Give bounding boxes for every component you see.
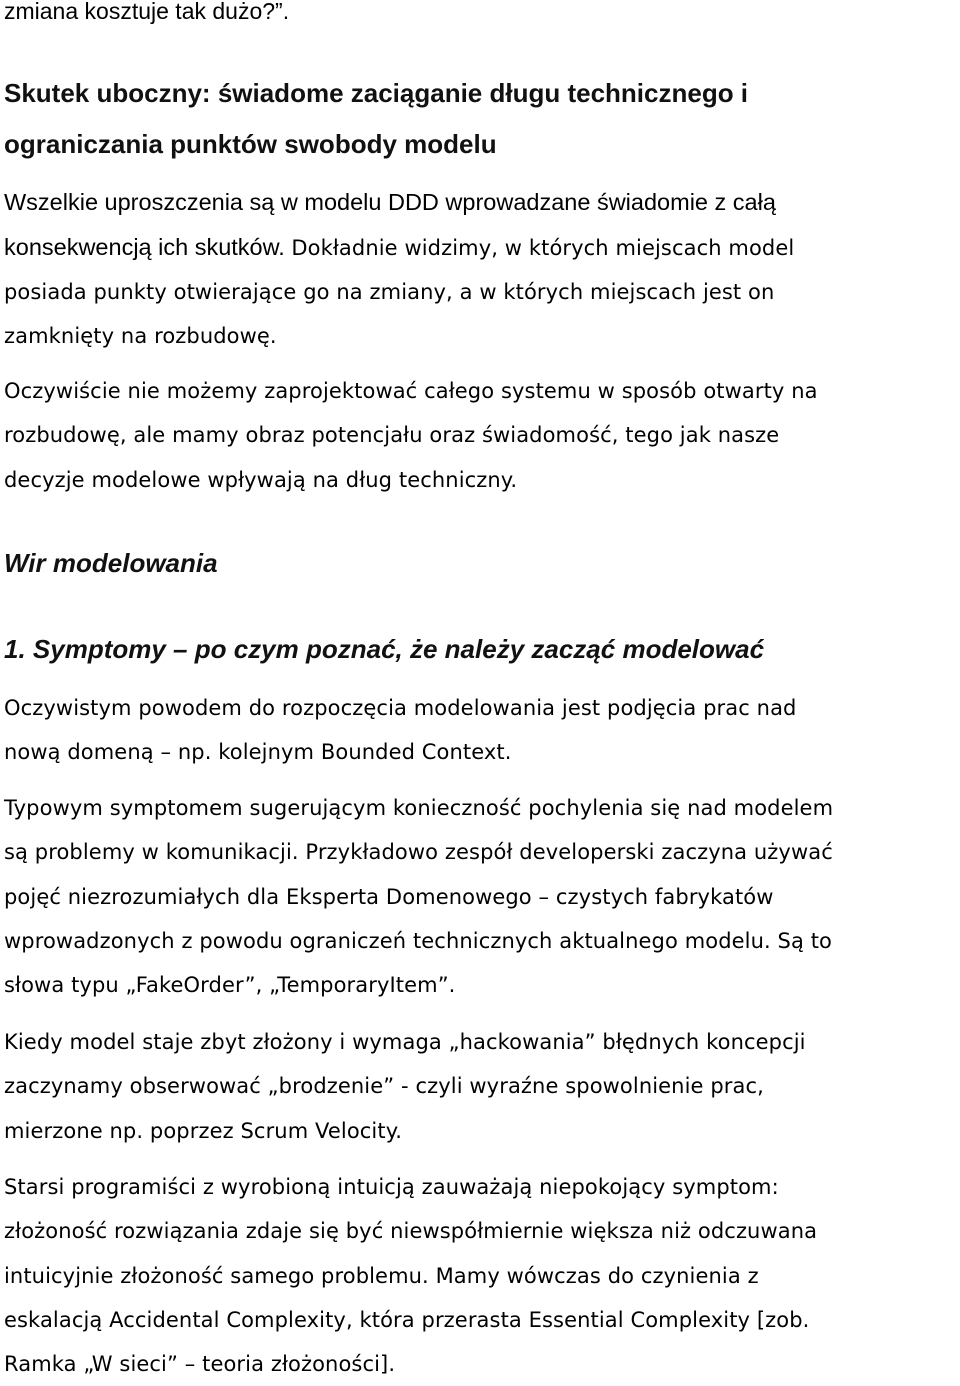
previous-paragraph-fragment: zmiana kosztuje tak dużo?”. (4, 0, 290, 24)
paragraph-line: decyzje modelowe wpływają na dług techniczny. (4, 467, 518, 492)
paragraph-line: eskalacją Accidental Complexity, która przerasta Essential Complexity [zob. (4, 1307, 810, 1332)
paragraph-line (4, 225, 794, 271)
paragraph-line: słowa typu „FakeOrder”, „TemporaryItem”. (4, 973, 456, 998)
section-title-modeling-vortex: Wir modelowania (4, 548, 218, 578)
paragraph-line: Kiedy model staje zbyt złożony i wymaga „hackowania” błędnych koncepcji (4, 1030, 806, 1054)
paragraph-new-domain (4, 686, 796, 775)
paragraph-line: Ramka „W sieci” – teoria złożoności]. (4, 1352, 396, 1377)
paragraph-line: rozbudowę, ale mamy obraz potencjału oraz świadomość, tego jak nasze (4, 423, 780, 448)
paragraph-line: zaczynamy obserwować „brodzenie” - czyli wyraźne spowolnienie prac, (4, 1074, 764, 1099)
paragraph-open-points (4, 270, 774, 359)
paragraph-line: pojęć niezrozumiałych dla Eksperta Domenowego – czystych fabrykatów (4, 884, 774, 909)
paragraph-line: Typowym symptomem sugerującym konieczność pochylenia się nad modelem (4, 796, 834, 820)
heading-line: ograniczania punktów swobody modelu (4, 129, 497, 159)
section-heading-technical-debt (4, 68, 748, 170)
paragraph-line: nową domeną – np. kolejnym Bounded Context. (4, 740, 512, 765)
paragraph-accidental-complexity (4, 1165, 817, 1386)
paragraph-simplifications (4, 180, 794, 271)
subheading-symptoms: 1. Symptomy – po czym poznać, że należy zacząć modelować (4, 634, 765, 664)
paragraph-line: mierzone np. poprzez Scrum Velocity. (4, 1118, 403, 1143)
paragraph-open-design (4, 369, 818, 502)
text-run-dejavu: Dokładnie widzimy, w których miejscach model (291, 236, 795, 260)
paragraph-line: zamknięty na rozbudowę. (4, 324, 277, 349)
paragraph-line: Starsi programiści z wyrobioną intuicją zauważają niepokojący symptom: (4, 1175, 779, 1199)
text-run-sans: konsekwencją ich skutków. (4, 234, 285, 260)
paragraph-line: Oczywistym powodem do rozpoczęcia modelowania jest podjęcia prac nad (4, 696, 797, 720)
paragraph-hacking-model (4, 1020, 806, 1153)
paragraph-line: złożoność rozwiązania zdaje się być niewspółmiernie większa niż odczuwana (4, 1219, 818, 1244)
paragraph-line: Wszelkie uproszczenia są w modelu DDD wprowadzane świadomie z całą (4, 189, 776, 215)
paragraph-line: posiada punkty otwierające go na zmiany, a w których miejscach jest on (4, 280, 775, 304)
paragraph-line: Oczywiście nie możemy zaprojektować całego systemu w sposób otwarty na (4, 379, 818, 403)
heading-line: Skutek uboczny: świadome zaciąganie długu technicznego i (4, 78, 749, 108)
paragraph-line: wprowadzonych z powodu ograniczeń technicznych aktualnego modelu. Są to (4, 928, 833, 953)
paragraph-line: są problemy w komunikacji. Przykładowo zespół developerski zaczyna używać (4, 840, 833, 865)
paragraph-communication-problems (4, 786, 833, 1007)
paragraph-line: intuicyjnie złożoność samego problemu. Mamy wówczas do czynienia z (4, 1263, 759, 1288)
